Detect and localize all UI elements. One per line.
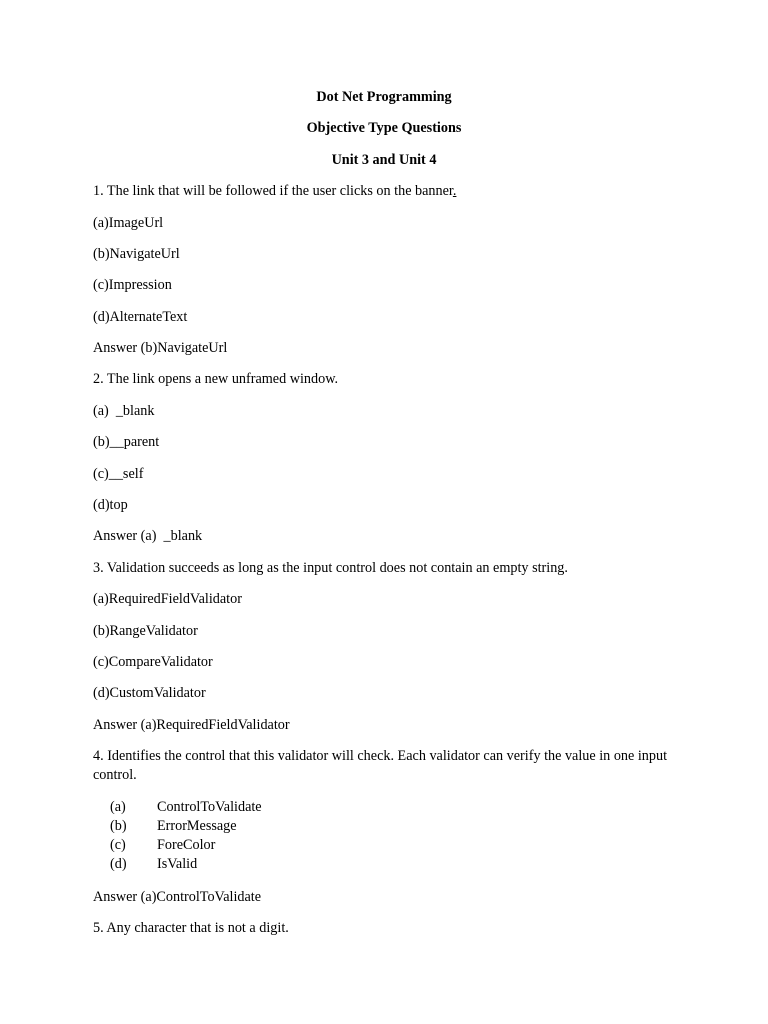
document-title: Dot Net Programming — [316, 89, 452, 105]
question-2-option-b: (b)__parent — [93, 434, 160, 450]
option-text: ForeColor — [157, 837, 216, 853]
question-3-option-c: (c)CompareValidator — [93, 654, 213, 670]
question-2-option-d: (d)top — [93, 497, 128, 513]
question-1 — [93, 182, 456, 200]
question-4-option-d — [0, 855, 768, 873]
question-2-option-a: (a) _blank — [93, 403, 155, 419]
question-3-text: 3. Validation succeeds as long as the input control does not contain an empty string. — [93, 560, 568, 576]
question-3-option-d: (d)CustomValidator — [93, 685, 206, 701]
option-text: ErrorMessage — [157, 818, 237, 834]
question-2-answer: Answer (a) _blank — [93, 528, 203, 544]
option-letter: (a) — [110, 799, 126, 815]
question-2-text: 2. The link opens a new unframed window. — [93, 371, 339, 387]
option-text: IsValid — [157, 856, 198, 872]
option-letter: (b) — [110, 818, 127, 834]
question-3-option-a: (a)RequiredFieldValidator — [93, 591, 242, 607]
question-2-option-c: (c)__self — [93, 466, 144, 482]
option-text: ControlToValidate — [157, 799, 262, 815]
question-4-option-a — [0, 798, 768, 816]
question-3-answer: Answer (a)RequiredFieldValidator — [93, 717, 290, 733]
question-4-answer: Answer (a)ControlToValidate — [93, 889, 262, 905]
option-letter: (c) — [110, 837, 126, 853]
document-subtitle: Objective Type Questions — [306, 120, 462, 136]
question-4-option-b — [0, 817, 768, 835]
question-1-option-c: (c)Impression — [93, 277, 172, 293]
question-1-option-a: (a)ImageUrl — [93, 215, 164, 231]
question-1-option-b: (b)NavigateUrl — [93, 246, 180, 262]
document-units: Unit 3 and Unit 4 — [331, 152, 437, 168]
option-letter: (d) — [110, 856, 127, 872]
question-5-text: 5. Any character that is not a digit. — [93, 920, 289, 936]
question-4-text: 4. Identifies the control that this validator will check. Each validator can verify the value in one input control. — [93, 748, 668, 783]
question-1-text: 1. The link that will be followed if the user clicks on the banner — [93, 183, 453, 199]
question-3-option-b: (b)RangeValidator — [93, 623, 198, 639]
question-1-text-end: . — [452, 183, 457, 199]
question-1-option-d: (d)AlternateText — [93, 309, 188, 325]
question-1-answer: Answer (b)NavigateUrl — [93, 340, 228, 356]
question-4-option-c — [0, 836, 768, 854]
